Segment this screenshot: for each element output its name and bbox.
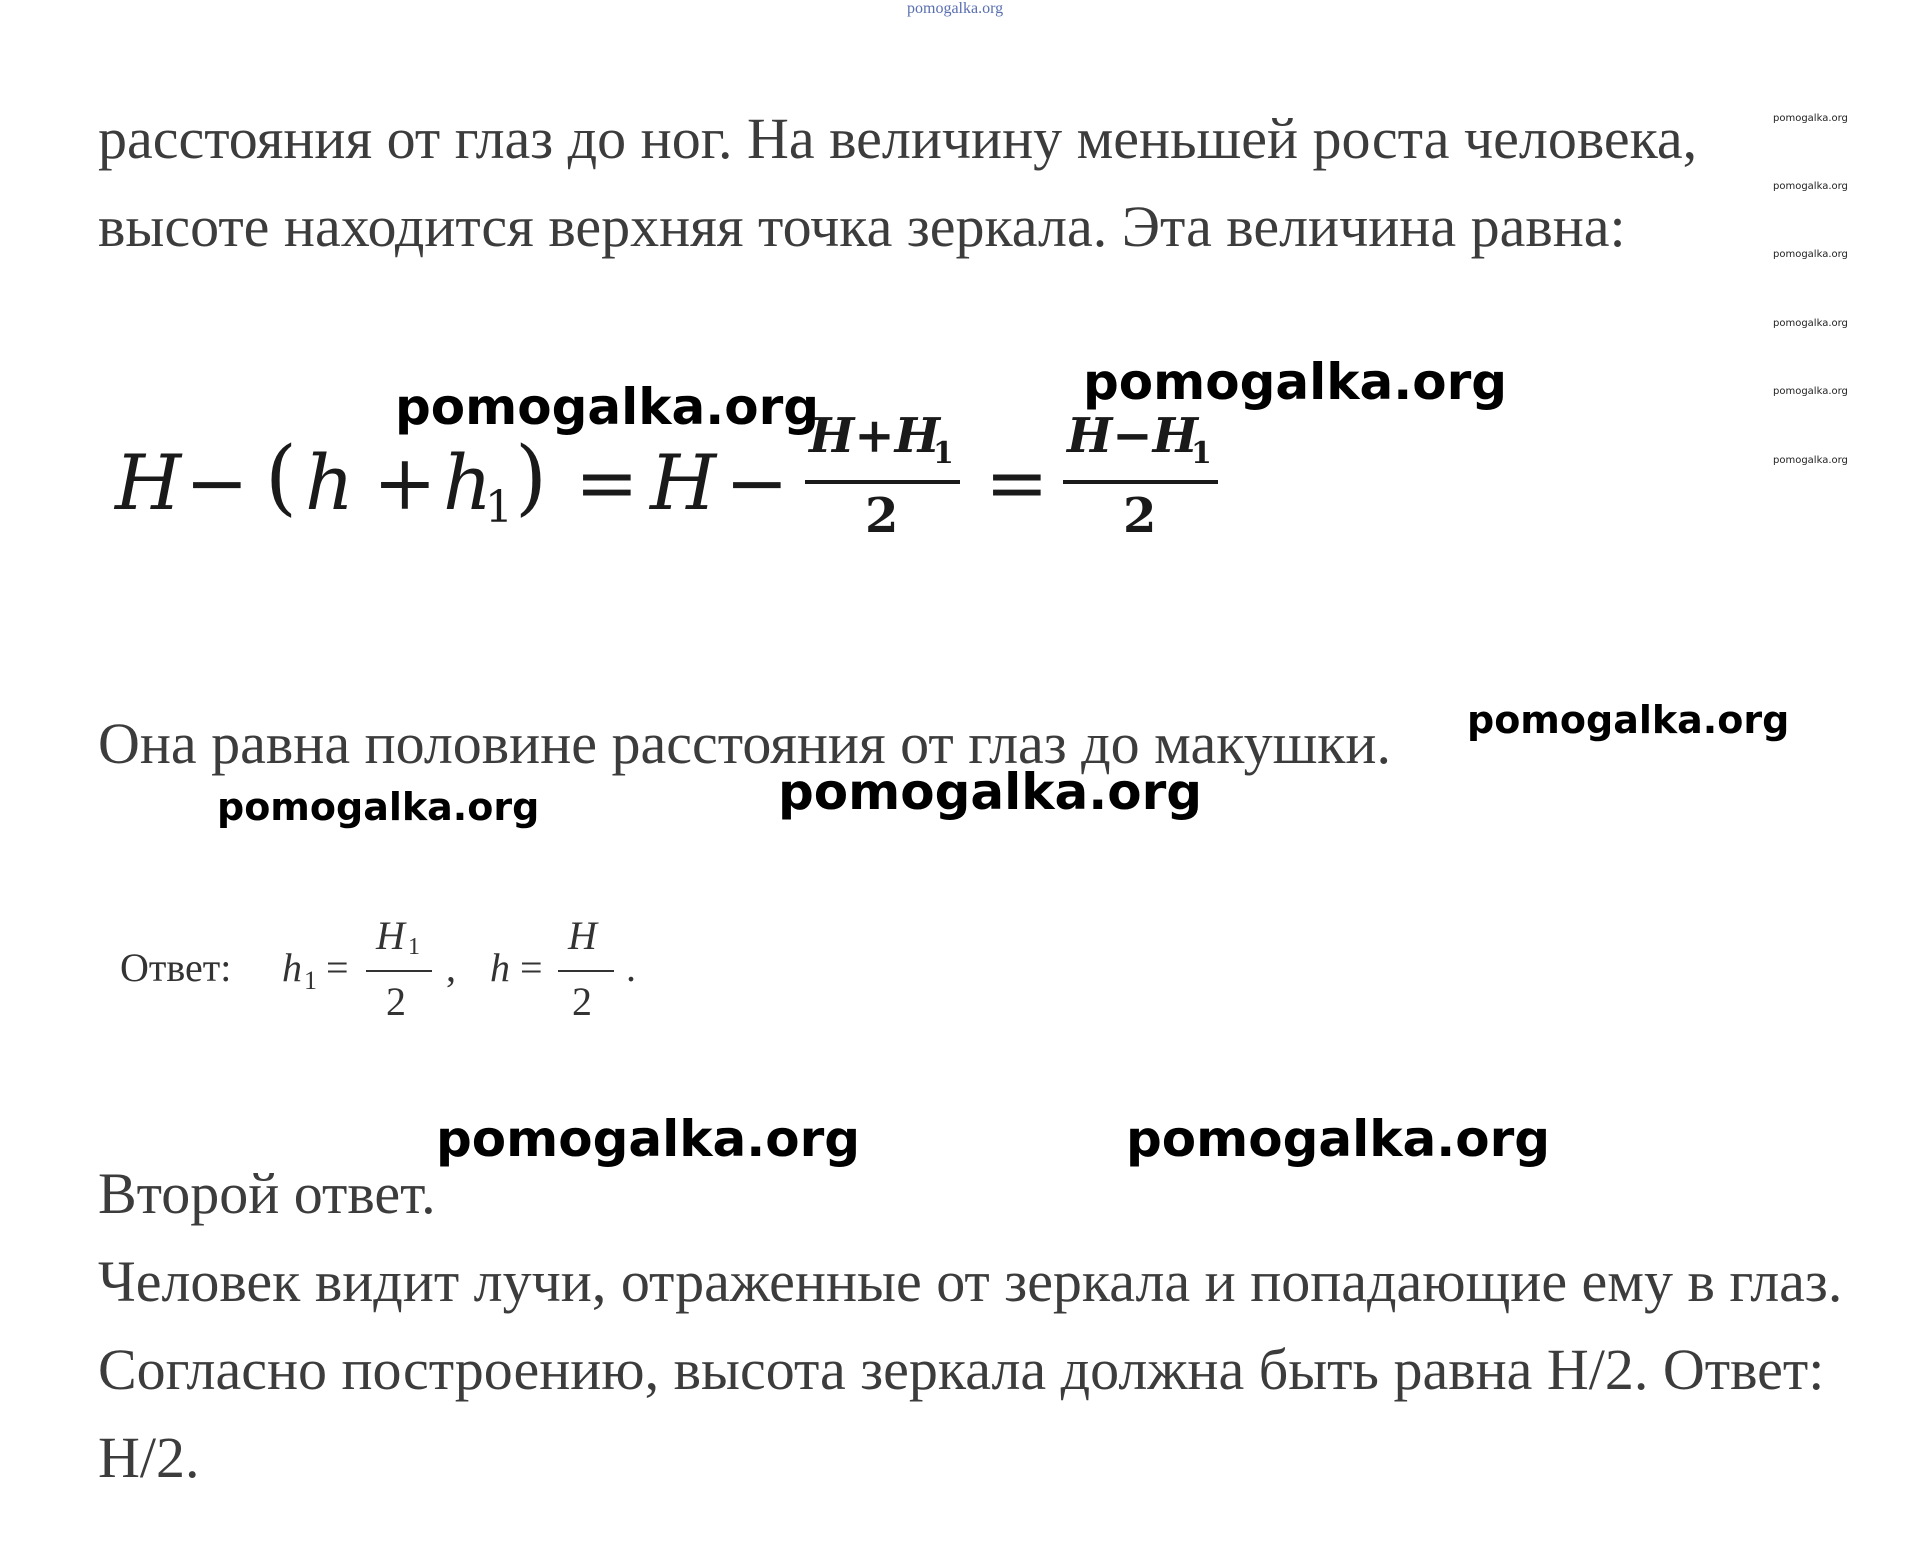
watermark: pomogalka.org: [1467, 698, 1790, 742]
formula-operator: +: [373, 438, 437, 527]
paragraph-3-line-3: Согласно построению, высота зеркала должна быть равна H/2. Ответ:: [98, 1337, 1825, 1402]
formula-symbol: H: [115, 438, 182, 527]
formula-symbol: H: [650, 438, 717, 527]
watermark: pomogalka.org: [436, 1110, 861, 1168]
formula-subscript: 1: [485, 482, 513, 533]
formula-paren: (: [265, 430, 297, 525]
formula-symbol: h: [490, 945, 510, 990]
fraction-bar: [1063, 480, 1218, 484]
formula-paren: ): [515, 430, 547, 525]
side-watermark: pomogalka.org: [1773, 455, 1848, 466]
fraction-numerator: H: [568, 913, 597, 958]
fraction-denominator: 2: [572, 979, 592, 1024]
answer-formula: [120, 900, 660, 1040]
fraction-bar: [558, 970, 614, 972]
formula-operator: =: [575, 438, 639, 527]
formula-operator: −: [185, 438, 249, 527]
side-watermark: pomogalka.org: [1773, 113, 1848, 124]
fraction-numerator: H: [376, 913, 405, 958]
fraction-numerator: H−H: [1067, 408, 1198, 464]
formula-subscript: 1: [304, 966, 317, 995]
paragraph-1-line-2: высоте находится верхняя точка зеркала. Эта величина равна:: [98, 194, 1626, 259]
fraction-bar: [366, 970, 432, 972]
fraction-numerator-subscript: 1: [1191, 436, 1212, 471]
formula-fraction: [1063, 408, 1218, 548]
formula-operator: =: [985, 438, 1049, 527]
paragraph-3-line-1: Второй ответ.: [98, 1161, 436, 1226]
paragraph-3-line-4: H/2.: [98, 1425, 200, 1490]
paragraph-1-line-1: расстояния от глаз до ног. На величину меньшей роста человека,: [98, 106, 1698, 171]
side-watermark: pomogalka.org: [1773, 181, 1848, 192]
side-watermark: pomogalka.org: [1773, 318, 1848, 329]
answer-period: .: [626, 945, 636, 990]
paragraph-3-line-2: Человек видит лучи, отраженные от зеркала и попадающие ему в глаз.: [98, 1249, 1843, 1314]
answer-fraction: [366, 912, 432, 1032]
formula-operator: =: [520, 945, 543, 990]
formula-fraction: [805, 408, 960, 548]
paragraph-2: Она равна половине расстояния от глаз до макушки.: [98, 711, 1391, 776]
fraction-denominator: 2: [386, 979, 406, 1024]
watermark: pomogalka.org: [395, 378, 820, 436]
fraction-numerator: H+H: [809, 408, 940, 464]
side-watermark: pomogalka.org: [1773, 386, 1848, 397]
watermark: pomogalka.org: [1083, 353, 1508, 411]
formula-symbol: h: [443, 438, 492, 527]
formula-main: [115, 408, 1235, 560]
header-watermark: pomogalka.org: [907, 0, 1004, 17]
fraction-numerator-subscript: 1: [933, 436, 954, 471]
fraction-bar: [805, 480, 960, 484]
watermark: pomogalka.org: [778, 763, 1203, 821]
formula-operator: =: [326, 945, 349, 990]
answer-fraction: [558, 912, 614, 1032]
answer-comma: ,: [446, 945, 456, 990]
watermark: pomogalka.org: [217, 785, 540, 829]
formula-operator: −: [725, 438, 789, 527]
formula-symbol: h: [282, 945, 302, 990]
fraction-denominator: 2: [1123, 488, 1157, 544]
answer-label: Ответ:: [120, 945, 232, 990]
fraction-denominator: 2: [865, 488, 899, 544]
fraction-numerator-subscript: 1: [408, 934, 420, 960]
watermark: pomogalka.org: [1126, 1110, 1551, 1168]
formula-symbol: h: [305, 438, 354, 527]
side-watermark: pomogalka.org: [1773, 249, 1848, 260]
